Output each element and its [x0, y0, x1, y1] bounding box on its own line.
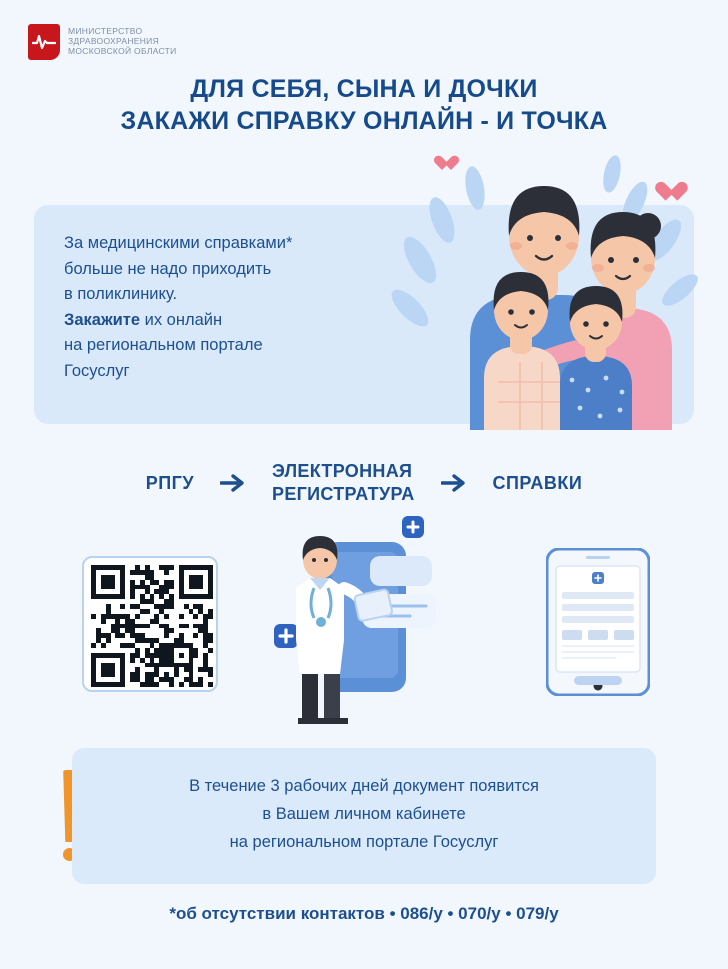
flow-steps	[0, 455, 728, 511]
notice-line-2: в Вашем личном кабинете	[262, 805, 466, 823]
hero-line-6: Госуслуг	[64, 361, 130, 380]
heartbeat-icon	[28, 24, 60, 60]
qr-code[interactable]	[82, 556, 218, 692]
flow-step-rpgu: РПГУ	[145, 472, 195, 493]
logo-line-3: МОСКОВСКОЙ ОБЛАСТИ	[68, 46, 177, 56]
family-illustration	[380, 140, 700, 430]
logo-line-2: ЗДРАВООХРАНЕНИЯ	[68, 36, 160, 46]
notice-card	[72, 748, 656, 884]
footnote: *об отсутствии контактов • 086/у • 070/у • 079/у	[169, 904, 559, 923]
hero-line-2: больше не надо приходить	[64, 259, 272, 278]
arrow-right-icon-1	[220, 470, 246, 496]
hero-emphasis: Закажите	[64, 310, 141, 329]
heart-icon-right	[660, 182, 691, 213]
hero-text	[64, 231, 394, 384]
arrow-right-icon-2	[441, 470, 467, 496]
flow-step-certificates: СПРАВКИ	[492, 472, 583, 493]
qr-code-matrix	[91, 565, 213, 687]
ministry-logo	[28, 24, 177, 60]
flow-step-registry	[272, 460, 414, 506]
doctor-phone-illustration	[262, 512, 482, 724]
notice-line-3: на региональном портале Госуслуг	[229, 833, 499, 851]
hero-line-3: в поликлинику.	[64, 285, 178, 303]
headline-line-2: ЗАКАЖИ СПРАВКУ ОНЛАЙН - И ТОЧКА	[120, 107, 608, 135]
hero-line-4	[64, 308, 394, 334]
logo-line-1: МИНИСТЕРСТВО	[68, 26, 143, 36]
flow-step-registry-line-2: РЕГИСТРАТУРА	[272, 484, 415, 504]
flow-step-registry-line-1: ЭЛЕКТРОННАЯ	[272, 461, 413, 481]
notice-text	[72, 772, 656, 856]
ministry-logo-text	[68, 24, 177, 56]
hero-line-1: За медицинскими справками*	[64, 234, 293, 252]
heart-icon-left	[438, 156, 456, 174]
notice-line-1: В течение 3 рабочих дней документ появится	[189, 777, 539, 795]
hero-line-5: на региональном портале	[64, 336, 263, 354]
hero-line-4-rest: их онлайн	[140, 310, 223, 329]
page-title	[0, 74, 728, 138]
tablet-form-illustration	[546, 548, 650, 696]
headline-line-1: ДЛЯ СЕБЯ, СЫНА И ДОЧКИ	[190, 75, 538, 103]
